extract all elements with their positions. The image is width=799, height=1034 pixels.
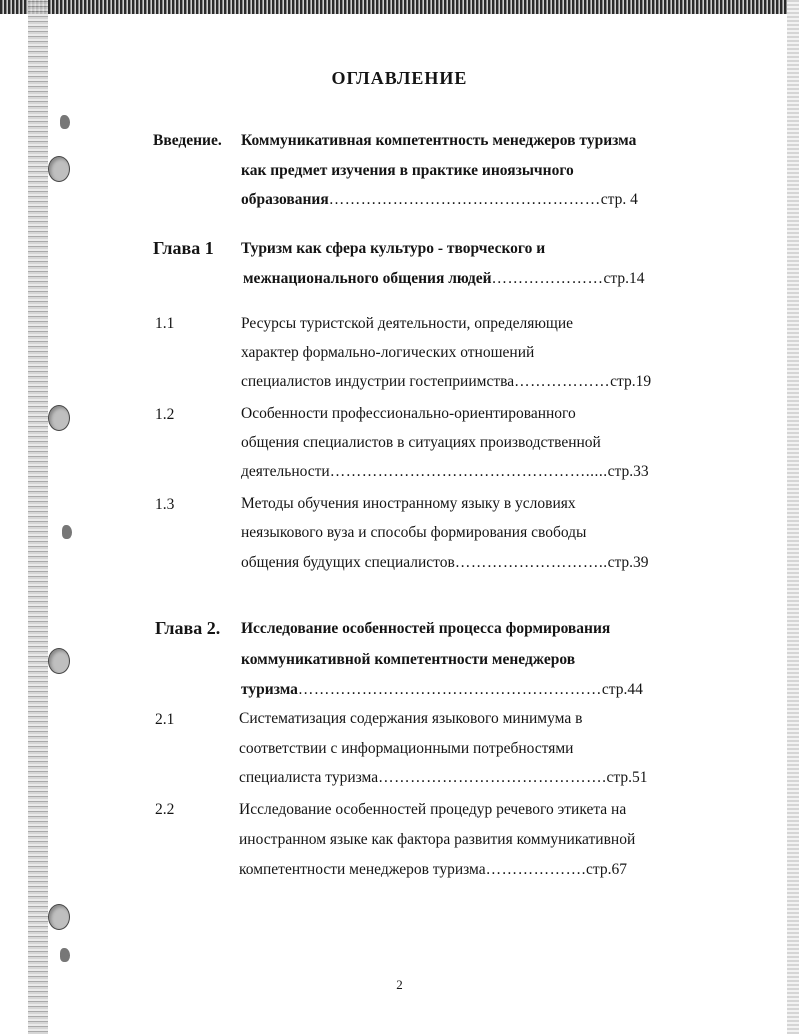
section-number: 1.2 xyxy=(155,406,175,423)
section-number: 1.1 xyxy=(155,315,175,332)
section-1-2-line-3 xyxy=(241,462,649,482)
intro-line-2: как предмет изучения в практике иноязычного xyxy=(241,162,574,179)
chapter1-line-2 xyxy=(243,269,645,289)
scan-smudge xyxy=(60,948,70,962)
page-ref: стр.51 xyxy=(606,769,648,786)
scan-smudge xyxy=(62,525,72,539)
leader-dots: …………………………………………..... xyxy=(329,463,608,480)
section-1-1-line-3 xyxy=(241,372,651,392)
leader-dots: …………………………………………… xyxy=(328,191,601,208)
section-1-1-line-2: характер формально-логических отношений xyxy=(241,344,535,361)
leader-dots: ………………………………………………… xyxy=(297,681,602,698)
intro-line-1: Коммуникативная компетентность менеджеров туризма xyxy=(241,132,637,149)
page-ref: стр.14 xyxy=(603,270,645,287)
chapter1-text: межнационального общения людей xyxy=(243,270,492,287)
chapter2-line-2: коммуникативной компетентности менеджеров xyxy=(241,651,576,668)
punch-hole xyxy=(48,156,70,182)
section-number: 2.2 xyxy=(155,801,175,818)
section-text: специалиста туризма xyxy=(239,769,379,786)
leader-dots: ……………………………………. xyxy=(378,769,607,786)
section-2-2-line-3 xyxy=(239,860,627,880)
chapter2-label: Глава 2. xyxy=(155,618,221,638)
section-1-1-line-1: Ресурсы туристской деятельности, определяющие xyxy=(241,315,574,332)
section-2-1-line-1: Систематизация содержания языкового минимума в xyxy=(239,710,583,727)
page-ref: стр.67 xyxy=(586,861,627,878)
page-ref: стр.33 xyxy=(607,463,649,480)
section-text: компетентности менеджеров туризма xyxy=(239,861,486,878)
chapter2-text: туризма xyxy=(241,681,298,698)
leader-dots: ……………………….. xyxy=(454,554,608,571)
section-number: 2.1 xyxy=(155,711,175,728)
page-title: ОГЛАВЛЕНИЕ xyxy=(331,68,468,88)
section-2-2-line-1: Исследование особенностей процедур речевого этикета на xyxy=(239,801,627,818)
chapter1-label: Глава 1 xyxy=(153,238,214,258)
section-1-3-line-2: неязыкового вуза и способы формирования свободы xyxy=(241,524,587,541)
section-2-1-line-2: соответствии с информационными потребностями xyxy=(239,740,574,757)
page-ref: стр. 4 xyxy=(600,191,638,208)
page-ref: стр.39 xyxy=(607,554,649,571)
chapter2-line-3 xyxy=(241,680,643,700)
page-ref: стр.44 xyxy=(601,681,643,698)
section-2-1-line-3 xyxy=(239,768,647,788)
section-text: общения будущих специалистов xyxy=(241,554,455,571)
section-text: специалистов индустрии гостеприимства xyxy=(241,373,515,390)
page-number: 2 xyxy=(396,977,403,992)
section-1-3-line-1: Методы обучения иностранному языку в условиях xyxy=(241,495,576,512)
scan-top-edge xyxy=(0,0,799,14)
section-1-2-line-2: общения специалистов в ситуациях производственной xyxy=(241,434,601,451)
scan-right-edge xyxy=(787,0,799,1034)
leader-dots: ………………. xyxy=(485,861,587,878)
chapter2-line-1: Исследование особенностей процесса формирования xyxy=(241,620,611,637)
section-1-3-line-3 xyxy=(241,553,649,573)
punch-hole xyxy=(48,405,70,431)
punch-hole xyxy=(48,904,70,930)
intro-label: Введение. xyxy=(153,132,222,149)
punch-hole xyxy=(48,648,70,674)
page-ref: стр.19 xyxy=(610,373,652,390)
section-number: 1.3 xyxy=(155,496,175,513)
section-1-2-line-1: Особенности профессионально-ориентированного xyxy=(241,405,576,422)
intro-text: образования xyxy=(241,191,329,208)
leader-dots: ………………… xyxy=(491,270,604,287)
section-text: деятельности xyxy=(241,463,330,480)
scan-smudge xyxy=(60,115,70,129)
section-2-2-line-2: иностранном языке как фактора развития коммуникативной xyxy=(239,831,636,848)
leader-dots: ……………… xyxy=(514,373,611,390)
scan-left-edge xyxy=(28,0,48,1034)
intro-line-3 xyxy=(241,190,638,210)
chapter1-line-1: Туризм как сфера культуро - творческого и xyxy=(241,240,546,257)
